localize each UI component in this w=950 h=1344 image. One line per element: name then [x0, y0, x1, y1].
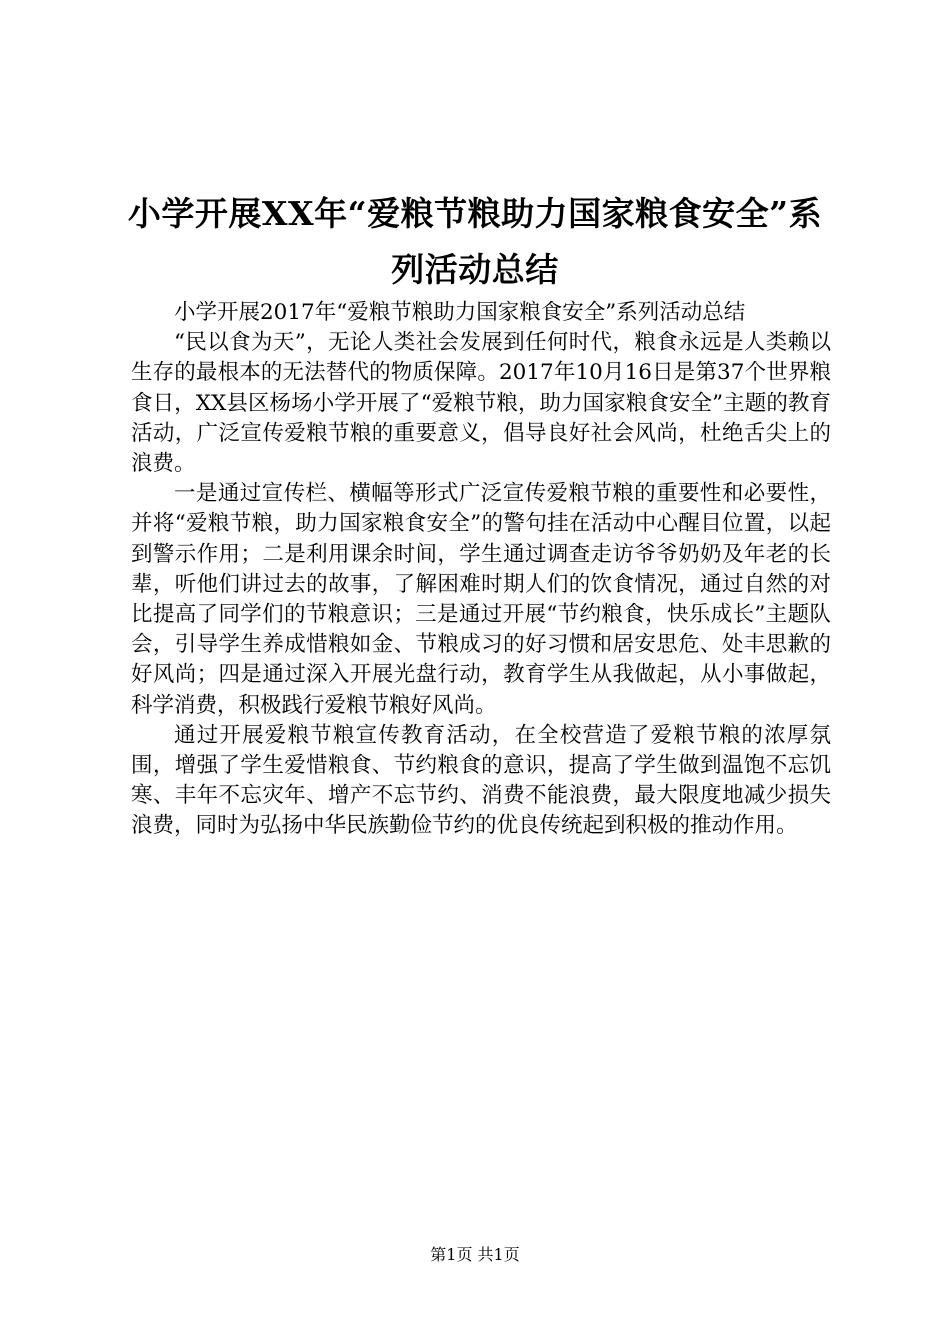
paragraph-conclusion: 通过开展爱粮节粮宣传教育活动，在全校营造了爱粮节粮的浓厚氛围，增强了学生爱惜粮食、节约粮食的意识，提高了学生做到温饱不忘饥寒、丰年不忘灾年、增产不忘节约、消费不能浪费，最大限度地减少损失浪费，同时为弘扬中华民族勤俭节约的优良传统起到积极的推动作用。 — [131, 722, 831, 839]
paragraph-subtitle: 小学开展2017年“爱粮节粮助力国家粮食安全”系列活动总结 — [174, 300, 746, 325]
paragraph-intro: “民以食为天”，无论人类社会发展到任何时代，粮食永远是人类赖以生存的最根本的无法替代的物质保障。2017年10月16日是第37个世界粮食日，XX县区杨场小学开展了“爱粮节粮，助力国家粮食安全”主题的教育活动，广泛宣传爱粮节粮的重要意义，倡导良好社会风尚，杜绝舌尖上的浪费。 — [131, 330, 831, 477]
page-number-footer: 第1页 共1页 — [430, 1245, 520, 1264]
document-body — [131, 298, 831, 842]
paragraph-activities: 一是通过宣传栏、横幅等形式广泛宣传爱粮节粮的重要性和必要性，并将“爱粮节粮，助力国家粮食安全”的警句挂在活动中心醒目位置，以起到警示作用；二是利用课余时间，学生通过调查走访爷爷奶奶及年老的长辈，听他们讲过去的故事，了解困难时期人们的饮食情况，通过自然的对比提高了同学们的节粮意识；三是通过开展“节约粮食，快乐成长”主题队会，引导学生养成惜粮如金、节粮成习的好习惯和居安思危、处丰思歉的好风尚；四是通过深入开展光盘行动，教育学生从我做起，从小事做起，科学消费，积极践行爱粮节粮好风尚。 — [131, 481, 831, 718]
document-title: 小学开展XX年“爱粮节粮助力国家粮食安全”系列活动总结 — [127, 194, 823, 289]
